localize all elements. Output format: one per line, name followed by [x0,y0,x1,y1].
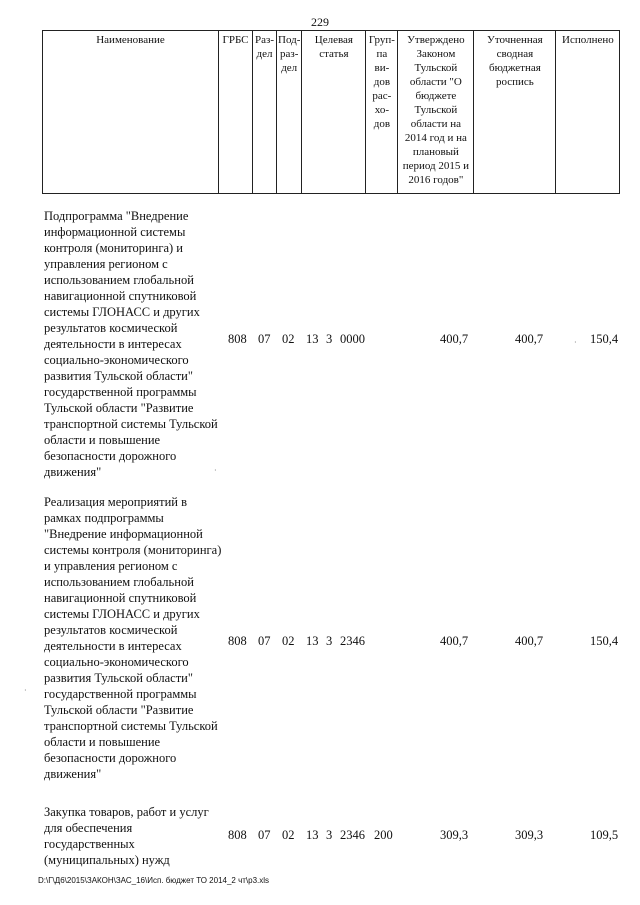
row-approved: 400,7 [440,332,469,346]
row-ts2: 3 [326,828,333,842]
row-executed: 150,4 [590,332,619,346]
row-vid: 200 [374,828,393,842]
header-approved: Утверждено Законом Тульской области "О бюджете Тульской области на 2014 год и на плановый период 2015 и 2016 годов" [398,31,474,194]
row-refined: 309,3 [515,828,544,842]
row-podrazdel: 02 [282,332,295,346]
footer-file-path: D:\Г\Д6\2015\ЗАКОН\ЗАС_16\Исп. бюджет ТО 2014_2 чт\р3.xls [38,876,270,885]
header-razdel: Раз- дел [253,31,277,194]
row-podrazdel: 02 [282,634,295,648]
row-ts3: 0000 [340,332,365,346]
row-razdel: 07 [258,332,271,346]
row-podrazdel: 02 [282,828,295,842]
row-executed: 150,4 [590,634,619,648]
row-ts3: 2346 [340,634,365,648]
row-ts2: 3 [326,634,333,648]
row-grbs: 808 [228,332,247,346]
row-approved: 309,3 [440,828,469,842]
header-name: Наименование [43,31,219,194]
header-expense-type: Груп- па ви- дов рас- хо- дов [366,31,398,194]
header-executed: Исполнено [556,31,620,194]
row-executed: 109,5 [590,828,619,842]
header-grbs: ГРБС [219,31,253,194]
header-refined: Уточненная сводная бюджетная роспись [474,31,556,194]
page-number: 229 [311,15,329,29]
header-target-article: Целевая статья [302,31,366,194]
row-name: Закупка товаров, работ и услуг для обеспечения государственных (муниципальных) нужд [44,805,209,867]
row-grbs: 808 [228,828,247,842]
row-razdel: 07 [258,828,271,842]
row-ts3: 2346 [340,828,365,842]
scan-speck: · [24,686,27,695]
row-refined: 400,7 [515,634,544,648]
scan-speck: · [574,338,577,347]
row-refined: 400,7 [515,332,544,346]
row-name: Подпрограмма "Внедрение информационной системы контроля (мониторинга) и управления регионом с использованием глобальной навигационной спутниковой системы ГЛОНАСС и других результатов космической деятельности в интересах социально-экономического развития Тульской области" государственной программы Тульской области "Развитие транспортной системы Тульской области и повышение безопасности дорожного движения" [44,209,218,479]
scan-speck: · [214,466,217,475]
row-ts1: 13 [306,634,319,648]
row-ts1: 13 [306,332,319,346]
row-name: Реализация мероприятий в рамках подпрограммы "Внедрение информационной системы контроля (мониторинга) и управления регионом с использованием глобальной навигационной спутниковой системы ГЛОНАСС и других результатов космической деятельности в интересах социально-экономического развития Тульской области" государственной программы Тульской области "Развитие транспортной системы Тульской области и повышение безопасности дорожного движения" [44,495,222,781]
row-razdel: 07 [258,634,271,648]
table-header [42,30,620,194]
row-approved: 400,7 [440,634,469,648]
header-podrazdel: Под- раз- дел [277,31,302,194]
row-ts2: 3 [326,332,333,346]
row-ts1: 13 [306,828,319,842]
row-grbs: 808 [228,634,247,648]
